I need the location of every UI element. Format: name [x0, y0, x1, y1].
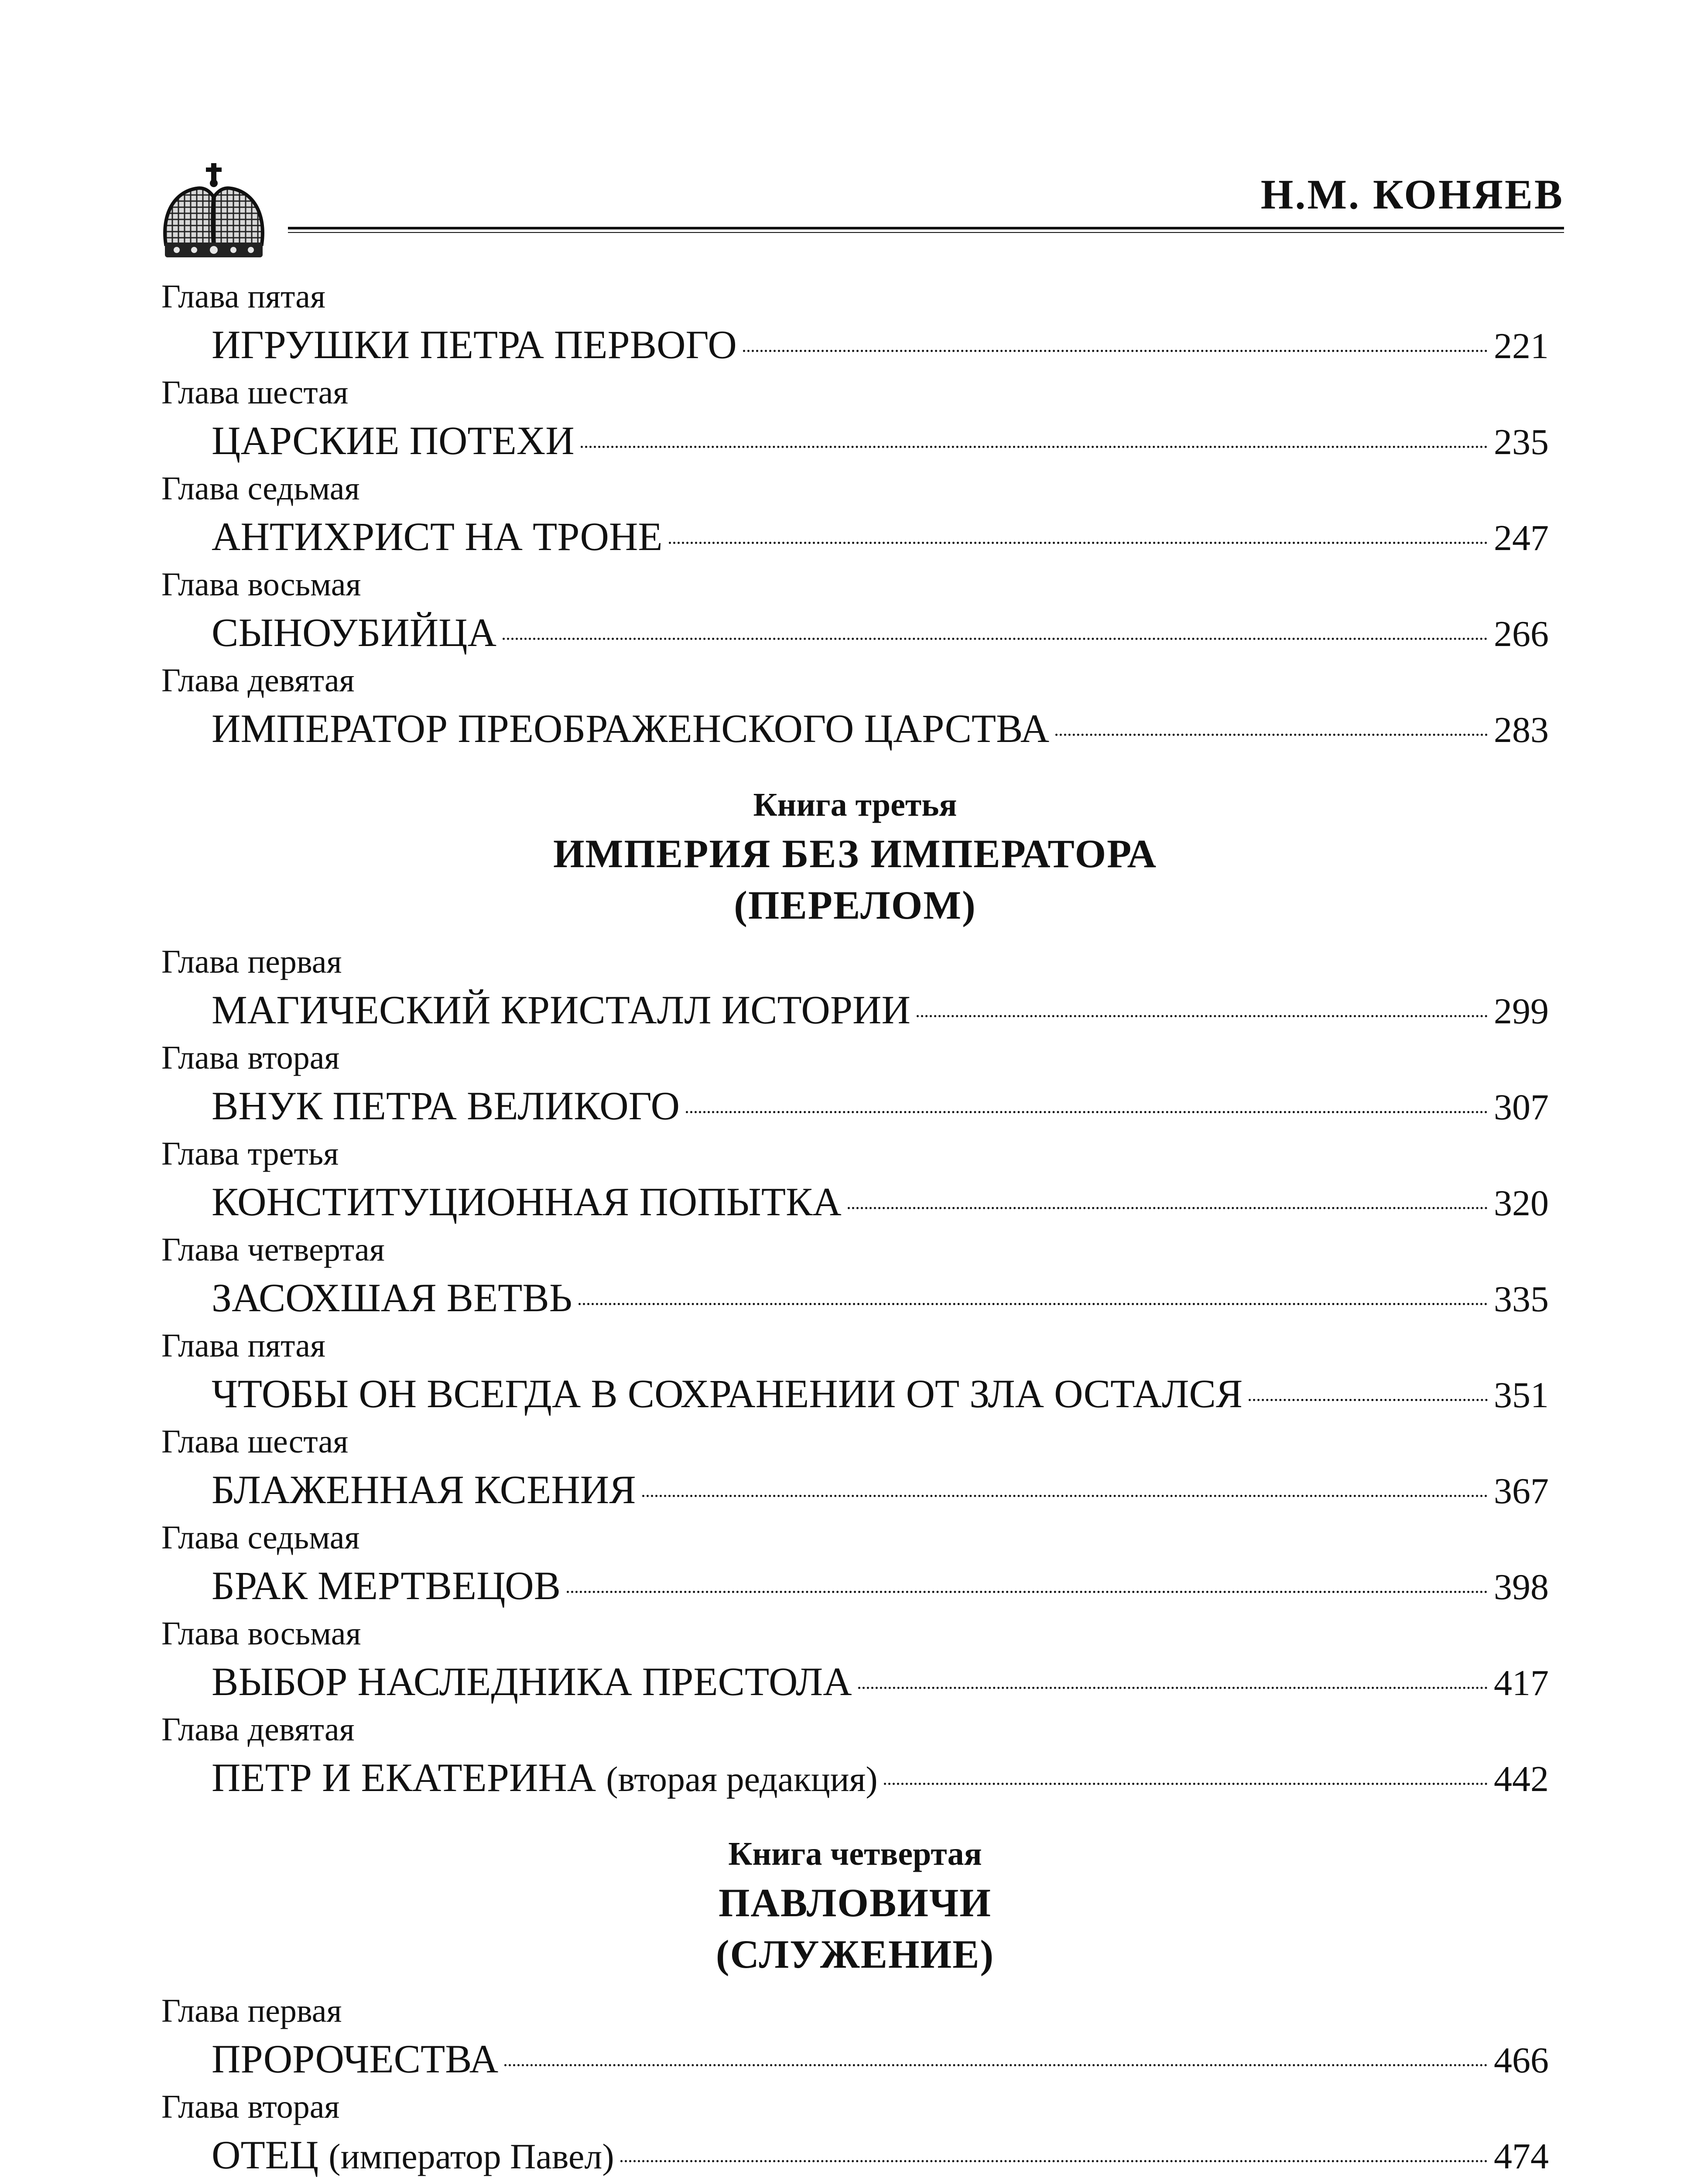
dot-leader — [620, 2160, 1488, 2162]
chapter-line — [161, 2129, 1549, 2181]
page-number: 283 — [1494, 710, 1549, 750]
chapter-label: Глава седьмая — [161, 470, 360, 507]
chapter-line — [161, 606, 1549, 659]
toc-entry — [161, 1420, 1549, 1516]
toc-entry — [161, 1516, 1549, 1612]
page-number: 335 — [1494, 1279, 1549, 1320]
author-name: Н.М. КОНЯЕВ — [1260, 171, 1564, 218]
toc-entry — [161, 1228, 1549, 1324]
book-heading-3 — [161, 781, 1549, 931]
dot-leader — [503, 638, 1488, 640]
chapter-title: МАГИЧЕСКИЙ КРИСТАЛЛ ИСТОРИИ — [212, 988, 910, 1032]
toc-entry — [161, 1708, 1549, 1804]
dot-leader — [567, 1591, 1488, 1593]
chapter-title: ВНУК ПЕТРА ВЕЛИКОГО — [212, 1084, 680, 1128]
chapter-title: СЫНОУБИЙЦА — [212, 610, 497, 655]
chapter-title-main: ОТЕЦ — [212, 2133, 319, 2177]
page-number: 266 — [1494, 614, 1549, 654]
chapter-line — [161, 1559, 1549, 1612]
book-label: Книга третья — [753, 786, 957, 823]
chapter-title: ЦАРСКИЕ ПОТЕХИ — [212, 418, 575, 463]
chapter-title: ИМПЕРАТОР ПРЕОБРАЖЕНСКОГО ЦАРСТВА — [212, 706, 1050, 751]
chapter-label: Глава шестая — [161, 1423, 349, 1460]
dot-leader — [743, 350, 1488, 352]
dot-leader — [686, 1111, 1488, 1113]
dot-leader — [642, 1495, 1488, 1497]
book-subtitle: (СЛУЖЕНИЕ) — [715, 1932, 995, 1976]
toc-entry — [161, 275, 1549, 371]
dot-leader — [581, 446, 1488, 448]
page-number: 417 — [1494, 1663, 1549, 1703]
chapter-label: Глава вторая — [161, 2089, 340, 2125]
page-number: 367 — [1494, 1471, 1549, 1511]
chapter-title-main: ПЕТР И ЕКАТЕРИНА — [212, 1755, 596, 1800]
chapter-title: ИГРУШКИ ПЕТРА ПЕРВОГО — [212, 322, 737, 367]
dot-leader — [504, 2064, 1488, 2066]
page-number: 221 — [1494, 326, 1549, 366]
dot-leader — [578, 1303, 1488, 1305]
chapter-label: Глава пятая — [161, 1327, 325, 1364]
chapter-label: Глава восьмая — [161, 1615, 361, 1652]
chapter-title: БРАК МЕРТВЕЦОВ — [212, 1563, 561, 1608]
table-of-contents — [161, 275, 1549, 2181]
toc-entry — [161, 940, 1549, 1036]
page-number: 247 — [1494, 518, 1549, 558]
dot-leader — [884, 1783, 1488, 1785]
chapter-label: Глава вторая — [161, 1039, 340, 1076]
chapter-label: Глава девятая — [161, 662, 355, 699]
chapter-line — [161, 1367, 1549, 1420]
running-header — [157, 161, 1564, 262]
page-number: 320 — [1494, 1183, 1549, 1224]
chapter-label: Глава первая — [161, 1993, 342, 2029]
chapter-title: ПРОРОЧЕСТВА — [212, 2037, 499, 2081]
dot-leader — [1249, 1399, 1488, 1401]
chapter-label: Глава пятая — [161, 278, 325, 315]
chapter-title: ЧТОБЫ ОН ВСЕГДА В СОХРАНЕНИИ ОТ ЗЛА ОСТАЛСЯ — [212, 1371, 1243, 1416]
toc-entry — [161, 1989, 1549, 2085]
dot-leader — [1055, 734, 1488, 736]
chapter-line — [161, 510, 1549, 563]
chapter-line — [161, 2033, 1549, 2085]
chapter-title: ВЫБОР НАСЛЕДНИКА ПРЕСТОЛА — [212, 1659, 852, 1704]
chapter-line — [161, 1272, 1549, 1324]
chapter-line — [161, 984, 1549, 1036]
header-rule — [288, 227, 1564, 229]
chapter-title-note: (вторая редакция) — [606, 1759, 878, 1799]
book-heading-4 — [161, 1830, 1549, 1980]
chapter-line — [161, 702, 1549, 755]
chapter-label: Глава третья — [161, 1135, 339, 1172]
chapter-label: Глава седьмая — [161, 1519, 360, 1556]
chapter-label: Глава восьмая — [161, 566, 361, 603]
chapter-title: БЛАЖЕННАЯ КСЕНИЯ — [212, 1467, 636, 1512]
chapter-line — [161, 1080, 1549, 1132]
page-number: 235 — [1494, 422, 1549, 462]
chapter-title: ЗАСОХШАЯ ВЕТВЬ — [212, 1275, 572, 1320]
chapter-label: Глава девятая — [161, 1711, 355, 1748]
chapter-line — [161, 1751, 1549, 1804]
toc-entry — [161, 2085, 1549, 2181]
chapter-line — [161, 1655, 1549, 1708]
chapter-line — [161, 414, 1549, 467]
toc-section-book-4 — [161, 1989, 1549, 2181]
book-label: Книга четвертая — [728, 1836, 982, 1872]
page-number: 466 — [1494, 2040, 1549, 2081]
chapter-title: КОНСТИТУЦИОННАЯ ПОПЫТКА — [212, 1179, 842, 1224]
chapter-line — [161, 1463, 1549, 1516]
crown-icon — [157, 161, 270, 262]
toc-entry — [161, 1036, 1549, 1132]
chapter-title: АНТИХРИСТ НА ТРОНЕ — [212, 514, 663, 559]
toc-section-top — [161, 275, 1549, 755]
dot-leader — [917, 1015, 1488, 1017]
book-title: ПАВЛОВИЧИ — [719, 1880, 992, 1925]
page-number: 299 — [1494, 991, 1549, 1032]
toc-entry — [161, 1132, 1549, 1228]
toc-entry — [161, 371, 1549, 467]
book-title: ИМПЕРИЯ БЕЗ ИМПЕРАТОРА — [553, 831, 1157, 876]
toc-entry — [161, 659, 1549, 755]
chapter-label: Глава шестая — [161, 374, 349, 411]
chapter-title — [212, 2129, 614, 2181]
toc-entry — [161, 467, 1549, 563]
page-number: 474 — [1494, 2136, 1549, 2177]
page-number: 398 — [1494, 1567, 1549, 1607]
dot-leader — [669, 542, 1488, 544]
dot-leader — [848, 1207, 1488, 1209]
toc-entry — [161, 563, 1549, 659]
page-number: 307 — [1494, 1087, 1549, 1128]
toc-entry — [161, 1324, 1549, 1420]
chapter-line — [161, 1176, 1549, 1228]
toc-entry — [161, 1612, 1549, 1708]
dot-leader — [858, 1687, 1488, 1689]
chapter-label: Глава четвертая — [161, 1231, 385, 1268]
chapter-label: Глава первая — [161, 944, 342, 980]
page-number: 442 — [1494, 1759, 1549, 1799]
chapter-title — [212, 1751, 878, 1805]
chapter-line — [161, 318, 1549, 371]
page-number: 351 — [1494, 1375, 1549, 1415]
book-subtitle: (ПЕРЕЛОМ) — [734, 883, 976, 927]
toc-section-book-3 — [161, 940, 1549, 1804]
chapter-title-note: (император Павел) — [329, 2137, 614, 2176]
